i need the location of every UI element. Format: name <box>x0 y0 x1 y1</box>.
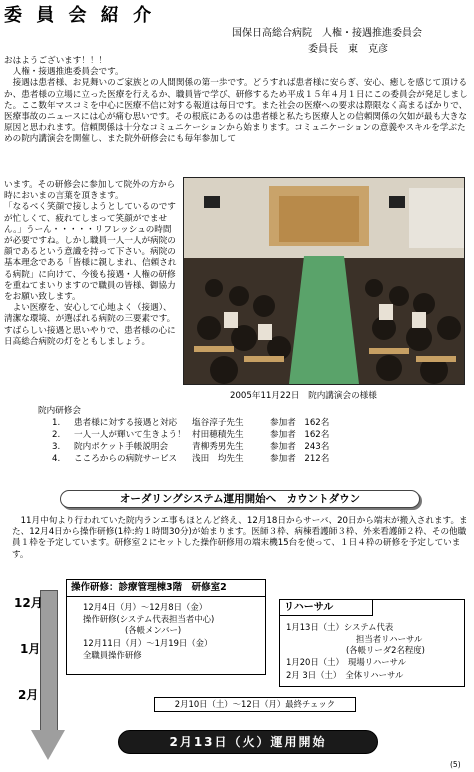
operation-description-1: 操作研修(システム代表担当者中心) <box>83 614 215 624</box>
training-speaker: 浅田 均先生 <box>192 454 244 464</box>
rehearsal-line-1: 1月13日（土）システム代表 <box>286 622 394 632</box>
lecture-hall-illustration <box>184 178 464 384</box>
training-heading: 院内研修会 <box>38 406 81 416</box>
training-row <box>52 429 452 441</box>
page-title: 委 員 会 紹 介 <box>4 5 156 26</box>
committee-chair: 委員長 東 克彦 <box>308 44 388 55</box>
timeline-arrow-shaft <box>40 590 58 731</box>
month-label-january: 1月 <box>20 642 41 656</box>
rehearsal-line-5: 2月 3日（土） 全体リハーサル <box>286 670 404 680</box>
operation-training-box <box>66 579 266 675</box>
training-row <box>52 441 452 453</box>
operation-training-title: 操作研修：診療管理棟3階 研修室2 <box>67 580 265 597</box>
training-attendance: 参加者 243名 <box>270 442 330 452</box>
training-speaker: 塩谷淳子先生 <box>192 418 244 428</box>
training-topic: 院内ポケット手帳説明会 <box>74 442 169 452</box>
training-attendance: 参加者 162名 <box>270 418 330 428</box>
organization-name: 国保日高総合病院 人権・接遇推進委員会 <box>232 28 422 39</box>
rehearsal-box <box>279 599 465 687</box>
operation-members: (各帳メンバー) <box>125 625 182 635</box>
month-label-december: 12月 <box>14 596 43 610</box>
intro-paragraph: おはようございます！！！ 人権・接遇推進委員会です。 接遇は患者様、お見舞いのご家族との人間関係の第一歩です。どうすれば患者様に安らぎ、安心、癒しを感じて頂けるか、患者様の立場に立った医療を行えるか、職員皆で学び、研修するため平成１５年４月１日にこの委員会が発足しました。ここ数年マスコミを中心に医療不信に対する報道は毎日です。また社会の医療への要求は際限なく高まるばかりで、医療事故のニュースには心が痛む思いです。その根底にあるのは患者様と私たち医療人との信頼関係の欠如が最も大きな原因と思われます。信頼関係は十分なコミュニケーションから始まります。コミュニケーションの意義やスキルを学ぶための院内講演会を開催し、また院外研修会にも毎年参加して <box>4 56 468 145</box>
photo-caption: 2005年11月22日 院内講演会の様様 <box>230 391 377 401</box>
operation-period-2: 12月11日（月）～1月19日（金） <box>83 638 213 648</box>
training-topic: 一人一人が輝いて生きよう！ <box>74 430 186 440</box>
training-row <box>52 417 452 429</box>
training-speaker: 青柳秀男先生 <box>192 442 244 452</box>
training-list <box>52 417 452 465</box>
training-number: 3. <box>52 442 61 452</box>
intro-paragraph-continued: います。その研修会に参加して院外の方から時においまの言葉を頂きます。 「なるべく笑顔で接しようとしているのですが忙しくて、疲れてしまって笑顔がでません。」うーん・・・・・リフレッシュの時間が必要ですね。しかし職員一人一人が病院の顔であるという意識を持って下さい。病院の基本理念である「皆様に親しまれ、信頼される病院」に向けて、今後も接遇・人権の研修を重ねてまいりますので職員の皆様、御協力をお願い致します。 よい医療を、安心して心地よく（接遇）、清潔な環境、が選ばれる病院の三要素です。すばらしい接遇と思いやりで、患者様の心に日高総合病院の灯をともしましょう。 <box>4 180 177 347</box>
training-speaker: 村田穂積先生 <box>192 430 244 440</box>
rehearsal-line-2: 担当者リハーサル <box>356 634 423 644</box>
training-number: 4. <box>52 454 61 464</box>
timeline-arrow-head <box>31 730 65 760</box>
training-attendance: 参加者 162名 <box>270 430 330 440</box>
training-topic: 患者様に対する接遇と対応 <box>74 418 178 428</box>
training-number: 1. <box>52 418 61 428</box>
final-check-box: 2月10日（土）～12日（月）最終チェック <box>154 697 356 712</box>
countdown-paragraph: 11月中旬より行われていた院内ランエ事もほとんど終え、12月18日からサーバ、20日から端末が搬入されます。また、12月4日から操作研修(1枠:約１時間30分)が始まります。医師３枠、病棟看護師３枠、外来看護師２枠、その他職員１枠を予定しています。研修室２にセットした操作研修用の端末機15台を使って、１日４枠の研修を予定しています。 <box>12 516 468 560</box>
lecture-hall-photo <box>183 177 465 385</box>
training-topic: こころからの病院サービス <box>74 454 178 464</box>
page-number: (5) <box>450 760 461 769</box>
rehearsal-line-4: 1月20日（土） 現場リハーサル <box>286 657 406 667</box>
countdown-banner: オーダリングシステム運用開始へ カウントダウン <box>60 490 420 508</box>
rehearsal-line-3: (各帳リーダ2名程度) <box>346 645 425 655</box>
go-live-banner: 2月13日（火）運用開始 <box>118 730 378 754</box>
rehearsal-title: リハーサル <box>280 600 373 616</box>
training-attendance: 参加者 212名 <box>270 454 330 464</box>
month-label-february: 2月 <box>18 688 39 702</box>
operation-period-1: 12月4日（月）～12月8日（金） <box>83 602 208 612</box>
training-number: 2. <box>52 430 61 440</box>
operation-description-2: 全職員操作研修 <box>83 650 142 660</box>
training-row <box>52 453 452 465</box>
